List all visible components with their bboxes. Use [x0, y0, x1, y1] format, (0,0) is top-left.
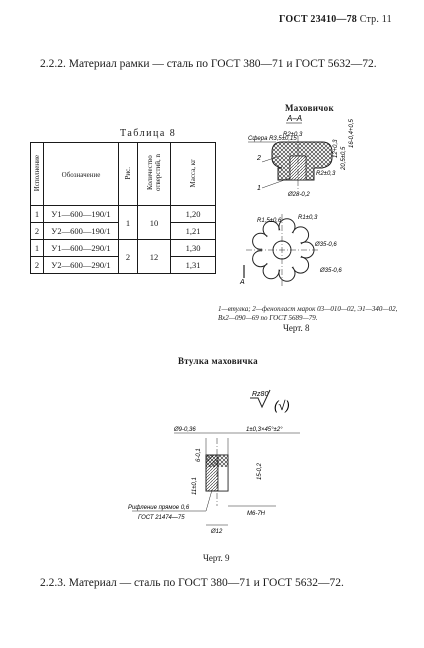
- cell-designation: У2—600—190/1: [44, 223, 119, 240]
- col-header-fig: Рис.: [119, 143, 138, 206]
- cell-designation: У1—600—290/1: [44, 240, 119, 257]
- dim-11: 11±0,1: [192, 477, 198, 495]
- paragraph-2-2-3: 2.2.3. Материал — сталь по ГОСТ 380—71 и ГОСТ 5632—72.: [40, 577, 344, 589]
- col-header-execution: Исполнение: [31, 143, 44, 206]
- part-number-2: 2: [257, 155, 261, 162]
- svg-text:(√): (√): [274, 398, 290, 413]
- col-header-designation: Обозначение: [44, 143, 119, 206]
- dim-chamfer: 1±0,3×45°±2°: [246, 427, 283, 433]
- col-header-holes: Количество отверстий, n: [138, 143, 171, 206]
- bushing-section: [206, 438, 228, 506]
- dim-12: 12+0,3: [333, 139, 339, 158]
- dim-15: 15-0,2: [257, 462, 263, 480]
- section-arrow-label: А: [240, 279, 245, 286]
- header-page: Стр. 11: [359, 14, 392, 25]
- cell-fig: 2: [119, 240, 138, 274]
- section-label: А–А: [287, 114, 303, 123]
- table-8-title: Таблица 8: [120, 128, 177, 139]
- dim-sphere: Сфера R3,5±0,15: [248, 136, 297, 142]
- fig-8-legend: 1—втулка; 2—фенопласт марок 03—010—02, Э1—340—02, Вх2—090—69 по ГОСТ 5689—79.: [218, 305, 398, 322]
- cell-mass: 1,20: [171, 206, 216, 223]
- fig-8-caption: Черт. 8: [283, 323, 310, 333]
- cell-designation: У2—600—290/1: [44, 257, 119, 274]
- dim-d12: Ø12: [211, 529, 223, 535]
- dim-r2-top: R2±0,3: [283, 132, 303, 138]
- cell-holes: 12: [138, 240, 171, 274]
- dim-d20: Ø28-0,2: [288, 192, 310, 198]
- cell-exec: 2: [31, 257, 44, 274]
- part-number-1: 1: [257, 185, 261, 192]
- roughness-mark: Rz80: [252, 391, 269, 398]
- dim-20-5: 20,5±0,5: [341, 146, 347, 170]
- dim-r2-bottom: R2±0,3: [316, 171, 336, 177]
- dim-gost-knurl: ГОСТ 21474—75: [138, 515, 185, 521]
- cell-exec: 1: [31, 240, 44, 257]
- dim-d9: Ø9-0,36: [174, 427, 196, 433]
- dim-r1: R1±0,3: [298, 215, 318, 221]
- dim-knurling: Рифление прямое 0,6: [128, 505, 190, 511]
- cell-mass: 1,31: [171, 257, 216, 274]
- bushing-title: Втулка маховичка: [178, 356, 258, 366]
- cell-mass: 1,21: [171, 223, 216, 240]
- cell-exec: 2: [31, 223, 44, 240]
- cell-holes: 10: [138, 206, 171, 240]
- dim-m6: М6-7Н: [247, 511, 266, 517]
- cell-fig: 1: [119, 206, 138, 240]
- cell-designation: У1—600—190/1: [44, 206, 119, 223]
- cell-mass: 1,30: [171, 240, 216, 257]
- dim-d35: Ø35-0,6: [320, 268, 342, 274]
- dim-r1-5: R1,5±0,6: [257, 218, 282, 224]
- fig-9-caption: Черт. 9: [203, 553, 230, 563]
- header-standard: ГОСТ 23410—78: [279, 14, 358, 25]
- paragraph-2-2-2: 2.2.2. Материал рамки — сталь по ГОСТ 380—71 и ГОСТ 5632—72.: [40, 58, 377, 70]
- dim-6: 6-0,1: [196, 448, 202, 462]
- dim-d28: Ø35-0,6: [315, 242, 337, 248]
- cell-exec: 1: [31, 206, 44, 223]
- handwheel-title: Маховичок: [285, 103, 334, 113]
- dim-16: 16-0,4+0,5: [349, 119, 355, 148]
- col-header-mass: Масса, кг: [171, 143, 216, 206]
